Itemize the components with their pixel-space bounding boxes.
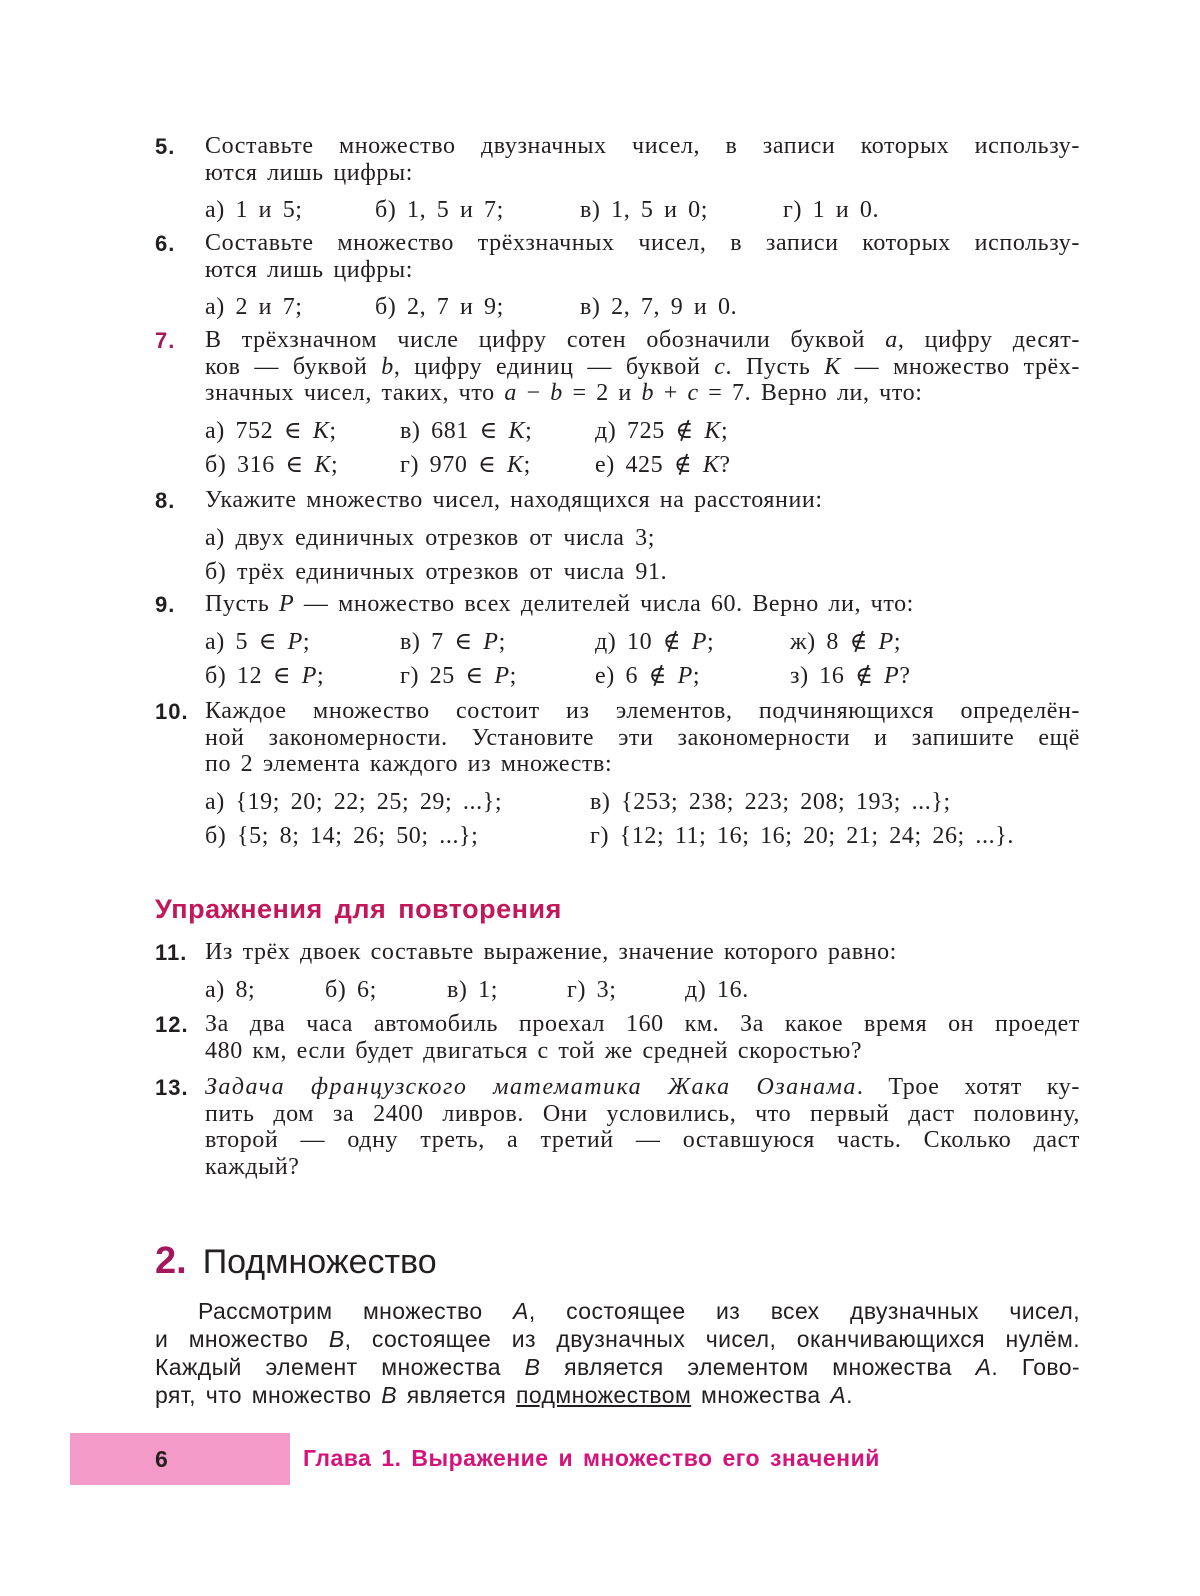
text-line xyxy=(205,160,1080,187)
math-variable: P xyxy=(279,591,295,617)
paragraph-line xyxy=(155,1325,1080,1353)
answer-option xyxy=(205,290,303,324)
answer-option xyxy=(790,625,901,659)
exercise-text xyxy=(205,1074,1080,1180)
answer-option xyxy=(400,625,506,659)
answer-option xyxy=(205,819,478,853)
options-row xyxy=(205,785,1080,819)
text-line xyxy=(205,939,1080,966)
text-line xyxy=(205,487,1080,514)
math-variable: P xyxy=(494,662,510,689)
math-variable: B xyxy=(524,1354,541,1380)
section-number: 2. xyxy=(155,1240,187,1282)
text-run: ; xyxy=(317,662,325,689)
text-run: = 7. Верно ли, что: xyxy=(698,380,923,406)
text-line xyxy=(205,751,1080,778)
options-row xyxy=(205,973,1080,1007)
text-run: За два часа автомобиль проехал 160 км. За какое время он проедет xyxy=(205,1011,1080,1037)
text-line xyxy=(205,1154,1080,1181)
text-run: ? xyxy=(719,451,731,478)
text-run: . xyxy=(846,1382,853,1408)
exercise-text xyxy=(205,698,1080,853)
answer-option xyxy=(685,973,749,1007)
section-paragraph xyxy=(155,1297,1080,1409)
text-run: Каждый элемент множества xyxy=(155,1354,525,1380)
exercise-text xyxy=(205,327,1080,482)
options-row xyxy=(205,625,1080,659)
answer-option xyxy=(205,555,667,589)
text-run: . Пусть xyxy=(725,353,825,380)
answer-option xyxy=(205,448,338,482)
text-run: + xyxy=(654,380,688,406)
text-run: по 2 элемента каждого из множеств: xyxy=(205,751,613,777)
text-line xyxy=(205,698,1080,725)
answer-option xyxy=(790,659,911,693)
math-variable: K xyxy=(312,417,330,444)
text-run: ; xyxy=(692,662,701,689)
text-run: пить дом за 2400 ливров. Они условились, что первый даст половину, xyxy=(205,1100,1080,1127)
text-run: ; xyxy=(893,628,902,655)
text-run: б) трёх единичных отрезков от числа 91. xyxy=(205,558,668,585)
paragraph-line xyxy=(155,1297,1080,1325)
text-line xyxy=(205,133,1080,160)
exercise-7 xyxy=(155,327,1080,482)
text-run: ; xyxy=(498,628,506,655)
text-run: ; xyxy=(707,628,715,655)
math-variable: b xyxy=(641,380,655,406)
answer-option xyxy=(205,659,324,693)
text-run: б) 1, 5 и 7; xyxy=(375,197,504,223)
exercise-number: 7. xyxy=(155,328,176,353)
answer-option xyxy=(205,785,502,819)
text-run: . Трое хотят ку- xyxy=(856,1074,1080,1100)
options-row xyxy=(205,448,1080,482)
text-run: Пусть xyxy=(205,591,280,617)
text-run: в) 2, 7, 9 и 0. xyxy=(580,294,738,320)
text-run: — множество всех делителей числа 60. Верно ли, что: xyxy=(294,591,914,617)
answer-option xyxy=(205,193,303,227)
math-variable: a xyxy=(504,380,517,406)
text-run: г) {12; 11; 16; 16; 20; 21; 24; 26; ...}. xyxy=(590,822,1014,849)
math-variable: a xyxy=(885,327,898,353)
text-run: е) 425 ∉ xyxy=(595,451,703,478)
text-run: множества xyxy=(691,1382,831,1408)
answer-option xyxy=(590,819,1014,853)
math-variable: K xyxy=(508,417,526,444)
exercise-6 xyxy=(155,230,1080,324)
answer-option xyxy=(205,521,655,555)
chapter-title: Глава 1. Выражение и множество его значений xyxy=(303,1445,880,1471)
math-variable: K xyxy=(824,353,841,380)
exercise-number: 8. xyxy=(155,488,176,513)
answer-option xyxy=(580,193,708,227)
text-run: а) 2 и 7; xyxy=(205,294,303,320)
answer-option xyxy=(400,448,531,482)
text-run: . Гово- xyxy=(991,1354,1080,1380)
math-variable: K xyxy=(704,417,721,444)
text-run: является элементом множества xyxy=(540,1354,976,1380)
answer-option xyxy=(447,973,498,1007)
answer-option xyxy=(595,659,700,693)
text-run: ; xyxy=(509,662,517,689)
text-run: а) {19; 20; 22; 25; 29; ...}; xyxy=(205,788,503,815)
math-variable: B xyxy=(328,1326,345,1352)
math-variable: P xyxy=(287,628,303,655)
text-run: в) {253; 238; 223; 208; 193; ...}; xyxy=(590,788,951,815)
text-run: г) 1 и 0. xyxy=(783,197,880,223)
defined-term: подмножеством xyxy=(516,1382,692,1408)
text-run: ? xyxy=(899,662,911,689)
text-run: ной закономерности. Установите эти закономерности и запишите ещё xyxy=(205,724,1080,751)
footer-page-tab xyxy=(70,1433,290,1485)
text-run: б) 316 ∈ xyxy=(205,451,315,478)
answer-option xyxy=(400,659,517,693)
text-run: д) 10 ∉ xyxy=(595,628,692,655)
section-title: Подмножество xyxy=(202,1243,437,1281)
math-variable: c xyxy=(714,353,726,380)
text-run: Рассмотрим множество xyxy=(198,1298,514,1324)
text-run: в) 7 ∈ xyxy=(400,628,484,655)
text-run: Составьте множество двузначных чисел, в записи которых использу- xyxy=(205,133,1080,159)
text-run: а) 1 и 5; xyxy=(205,197,303,223)
text-line xyxy=(205,1101,1080,1128)
exercise-12 xyxy=(155,1011,1080,1064)
text-line xyxy=(205,380,1080,407)
text-run: В трёхзначном числе цифру сотен обозначили буквой xyxy=(205,327,886,353)
text-run: б) 12 ∈ xyxy=(205,662,302,689)
text-run: б) 2, 7 и 9; xyxy=(375,294,504,320)
options-row xyxy=(205,555,1080,589)
text-run: , цифру единиц — буквой xyxy=(393,353,715,380)
paragraph-line xyxy=(155,1353,1080,1381)
text-run: ; xyxy=(329,417,337,444)
answer-option xyxy=(595,448,731,482)
math-variable: b xyxy=(381,353,394,380)
text-line xyxy=(205,354,1080,381)
text-run: = 2 и xyxy=(562,380,642,406)
italic-title: Задача французского математика Жака Озанама xyxy=(205,1074,857,1100)
exercise-number: 6. xyxy=(155,231,176,256)
text-run: и множество xyxy=(155,1326,329,1352)
text-run: ; xyxy=(523,451,531,478)
exercise-13 xyxy=(155,1074,1080,1180)
answer-option xyxy=(595,625,714,659)
exercise-5 xyxy=(155,133,1080,227)
answer-option xyxy=(595,414,728,448)
text-line xyxy=(205,591,1080,618)
math-variable: c xyxy=(687,380,699,406)
options-row xyxy=(205,290,1080,324)
exercise-text xyxy=(205,591,1080,693)
answer-option xyxy=(567,973,617,1007)
text-run: , состоящее из двузначных чисел, оканчивающихся нулём. xyxy=(344,1326,1080,1352)
math-variable: A xyxy=(975,1354,992,1380)
text-run: рят, что множество xyxy=(155,1382,382,1408)
options-row xyxy=(205,521,1080,555)
exercise-text xyxy=(205,133,1080,227)
text-run: б) 6; xyxy=(325,976,377,1003)
answer-option xyxy=(205,973,255,1007)
text-run: а) 752 ∈ xyxy=(205,417,313,444)
text-run: − xyxy=(516,380,551,406)
review-exercises-heading: Упражнения для повторения xyxy=(155,894,562,924)
text-run: , состоящее из всех двузначных чисел, xyxy=(528,1298,1080,1324)
text-line xyxy=(205,327,1080,354)
text-run: 480 км, если будет двигаться с той же средней скоростью? xyxy=(205,1037,863,1064)
text-run: г) 970 ∈ xyxy=(400,451,508,478)
text-run: Из трёх двоек составьте выражение, значение которого равно: xyxy=(205,939,897,965)
text-line xyxy=(205,725,1080,752)
text-run: ; xyxy=(330,451,339,478)
text-run: ; xyxy=(720,417,729,444)
text-run: второй — одну треть, а третий — оставшуюся часть. Сколько даст xyxy=(205,1127,1080,1153)
math-variable: P xyxy=(301,662,318,689)
exercise-text xyxy=(205,487,1080,589)
answer-option xyxy=(375,193,504,227)
text-run: а) двух единичных отрезков от числа 3; xyxy=(205,524,655,551)
answer-option xyxy=(375,290,504,324)
text-run: каждый? xyxy=(205,1153,300,1180)
page-number: 6 xyxy=(155,1446,168,1472)
exercise-9 xyxy=(155,591,1080,693)
answer-option xyxy=(580,290,737,324)
answer-option xyxy=(325,973,377,1007)
exercise-number: 10. xyxy=(155,699,189,724)
text-run: является xyxy=(396,1382,517,1408)
text-run: д) 725 ∉ xyxy=(595,417,705,444)
text-run: г) 3; xyxy=(567,976,617,1003)
exercise-number: 5. xyxy=(155,134,176,159)
text-line xyxy=(205,1127,1080,1154)
exercise-11 xyxy=(155,939,1080,1007)
text-run: ков — буквой xyxy=(205,353,382,380)
text-run: ются лишь цифры: xyxy=(205,159,413,186)
text-run: ; xyxy=(525,417,533,444)
exercise-number: 13. xyxy=(155,1075,189,1100)
options-row xyxy=(205,414,1080,448)
math-variable: P xyxy=(884,662,900,689)
math-variable: B xyxy=(381,1382,397,1408)
exercise-text xyxy=(205,230,1080,324)
text-run: Каждое множество состоит из элементов, подчиняющихся определён- xyxy=(205,698,1080,724)
math-variable: K xyxy=(702,451,720,478)
text-run: значных чисел, таких, что xyxy=(205,380,505,406)
answer-option xyxy=(590,785,951,819)
text-line xyxy=(205,257,1080,284)
text-run: в) 681 ∈ xyxy=(400,417,509,444)
section-heading xyxy=(155,1240,437,1283)
text-run: Укажите множество чисел, находящихся на расстоянии: xyxy=(205,487,823,513)
text-run: — множество трёх- xyxy=(840,353,1080,380)
exercise-8 xyxy=(155,487,1080,589)
text-line xyxy=(205,1038,1080,1065)
text-run: в) 1; xyxy=(447,976,498,1003)
answer-option xyxy=(205,414,337,448)
text-run: а) 8; xyxy=(205,976,256,1003)
text-run: б) {5; 8; 14; 26; 50; ...}; xyxy=(205,822,479,849)
exercise-number: 9. xyxy=(155,592,176,617)
text-run: ; xyxy=(302,628,311,655)
text-run: ются лишь цифры: xyxy=(205,256,413,283)
text-run: Составьте множество трёхзначных чисел, в записи которых использу- xyxy=(205,230,1080,256)
text-run: в) 1, 5 и 0; xyxy=(580,197,709,223)
math-variable: K xyxy=(507,451,524,478)
answer-option xyxy=(400,414,532,448)
math-variable: P xyxy=(677,662,693,689)
text-run: ж) 8 ∉ xyxy=(790,628,879,655)
text-line xyxy=(205,1074,1080,1101)
text-run: , цифру десят- xyxy=(897,327,1080,353)
exercise-10 xyxy=(155,698,1080,853)
answer-option xyxy=(205,625,310,659)
math-variable: P xyxy=(691,628,708,655)
paragraph-line xyxy=(155,1381,1080,1409)
exercise-text xyxy=(205,939,1080,1007)
math-variable: P xyxy=(483,628,499,655)
text-run: д) 16. xyxy=(685,976,749,1003)
answer-option xyxy=(783,193,879,227)
exercise-number: 12. xyxy=(155,1012,189,1037)
text-run: е) 6 ∉ xyxy=(595,662,678,689)
math-variable: K xyxy=(314,451,331,478)
math-variable: b xyxy=(550,380,563,406)
text-line xyxy=(205,1011,1080,1038)
text-line xyxy=(205,230,1080,257)
text-run: з) 16 ∉ xyxy=(790,662,885,689)
exercise-number: 11. xyxy=(155,940,188,965)
options-row xyxy=(205,819,1080,853)
math-variable: A xyxy=(513,1298,529,1324)
options-row xyxy=(205,659,1080,693)
options-row xyxy=(205,193,1080,227)
math-variable: P xyxy=(878,628,894,655)
text-run: а) 5 ∈ xyxy=(205,628,288,655)
text-run: г) 25 ∈ xyxy=(400,662,495,689)
math-variable: A xyxy=(830,1382,847,1408)
exercise-text xyxy=(205,1011,1080,1064)
